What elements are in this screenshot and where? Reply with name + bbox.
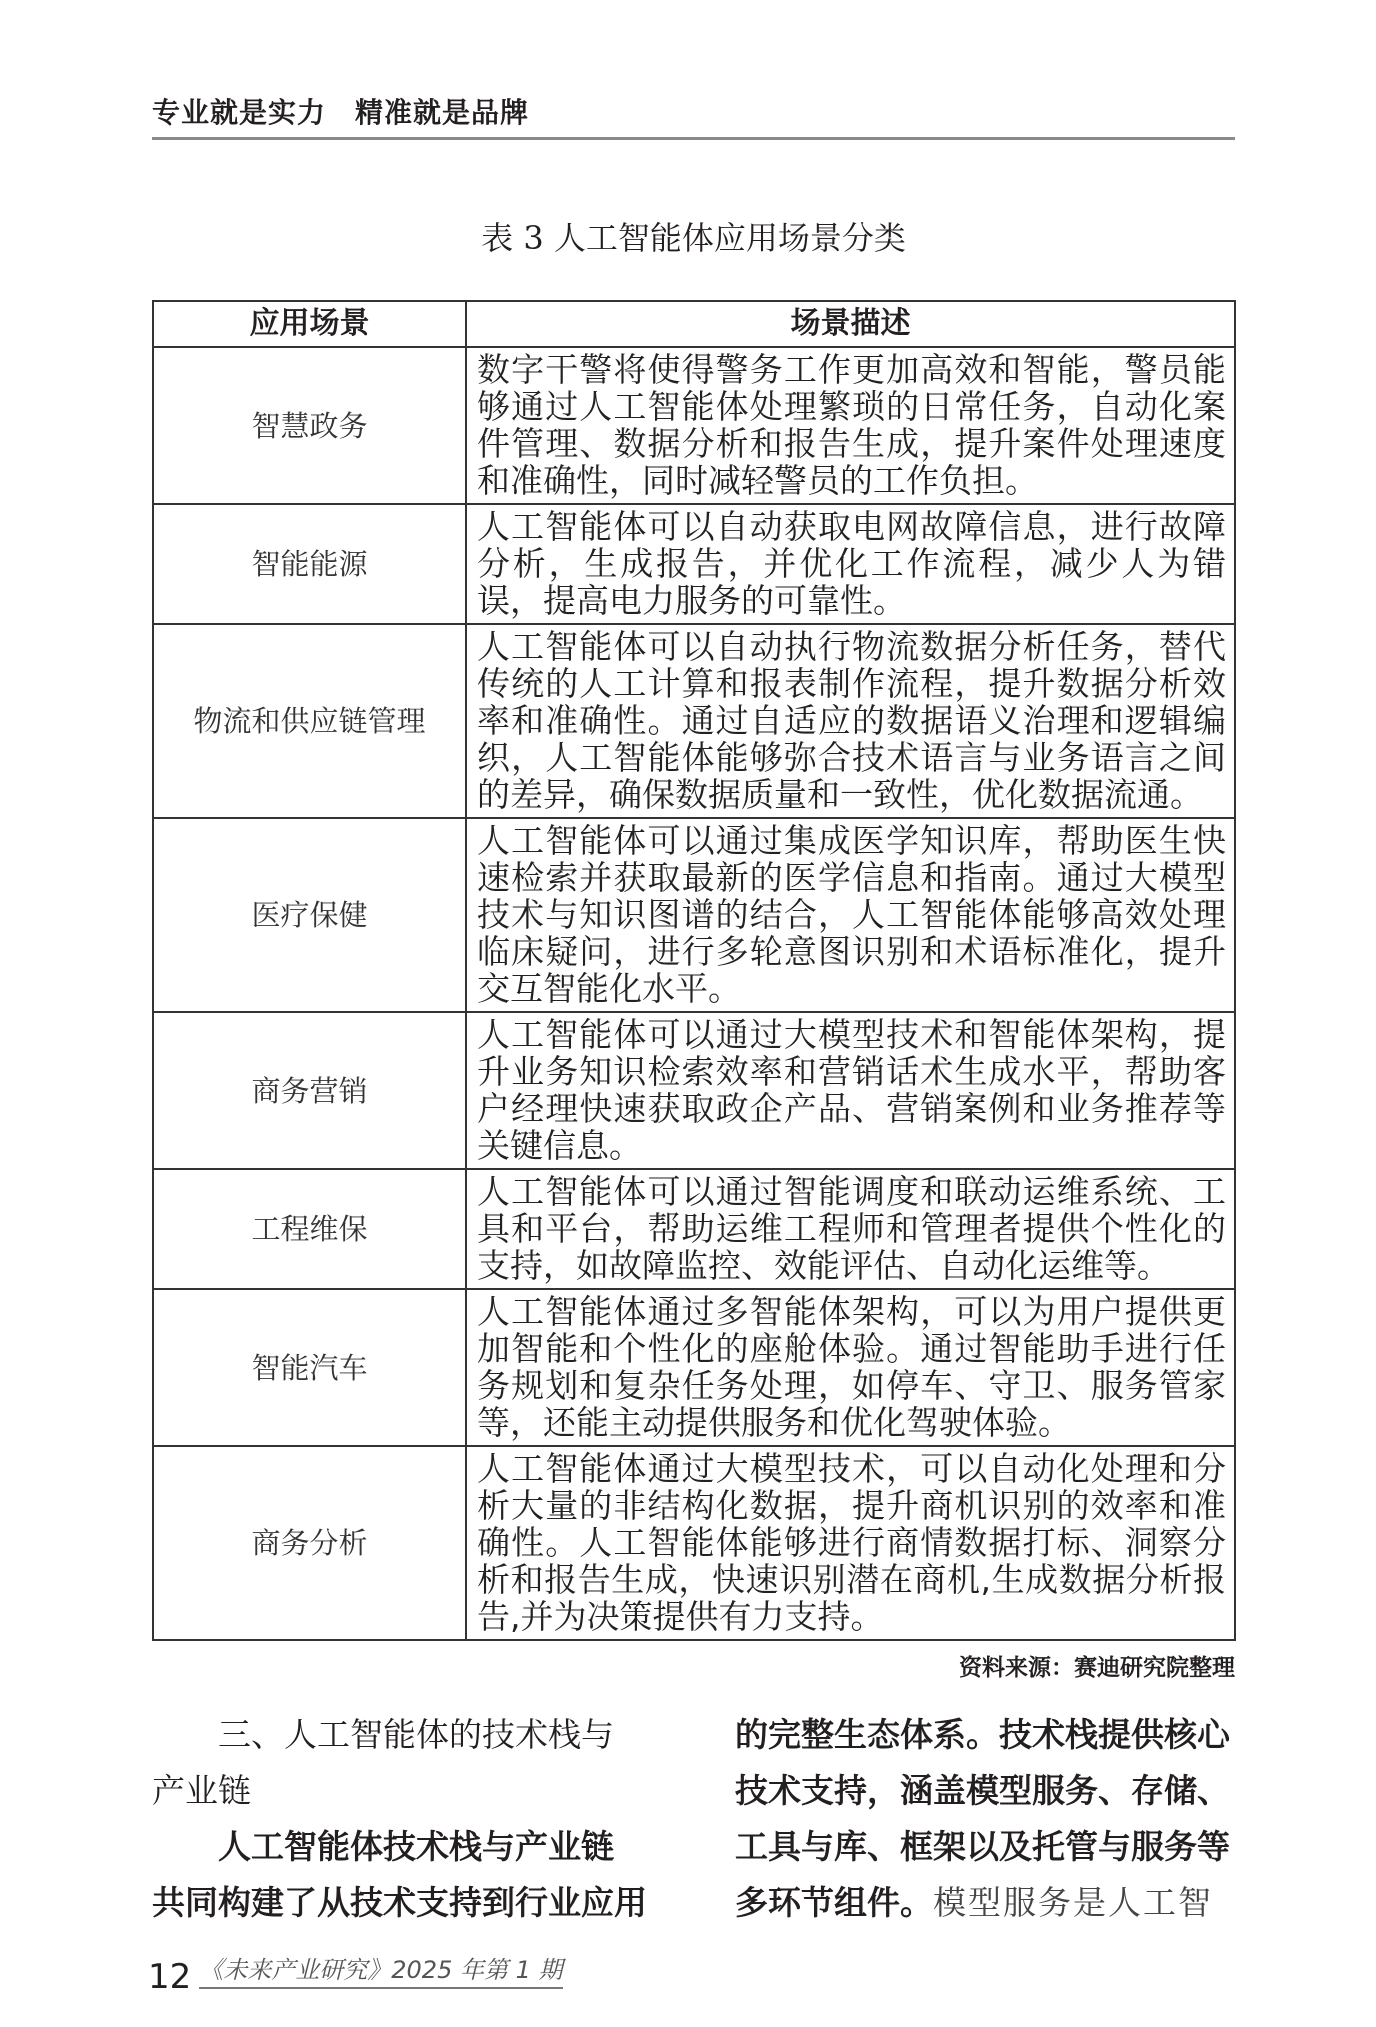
column-header: 场景描述 (466, 301, 1235, 347)
scene-name: 物流和供应链管理 (153, 624, 466, 818)
table-row (153, 1446, 1235, 1640)
scene-name: 智能能源 (153, 504, 466, 624)
scene-name: 工程维保 (153, 1169, 466, 1289)
body-column-right (735, 1707, 1235, 1931)
table-row (153, 624, 1235, 818)
header-divider (152, 137, 1235, 140)
scene-name: 商务营销 (153, 1012, 466, 1169)
scene-description: 人工智能体通过大模型技术，可以自动化处理和分析大量的非结构化数据，提升商机识别的效率和准确性。人工智能体能够进行商情数据打标、洞察分析和报告生成，快速识别潜在商机,生成数据分析报告,并为决策提供有力支持。 (466, 1446, 1235, 1640)
scene-description: 人工智能体可以通过集成医学知识库，帮助医生快速检索并获取最新的医学信息和指南。通过大模型技术与知识图谱的结合，人工智能体能够高效处理临床疑问，进行多轮意图识别和术语标准化，提升交互智能化水平。 (466, 818, 1235, 1012)
body-column-left (152, 1707, 652, 1931)
running-header: 专业就是实力 精准就是品牌 (152, 96, 530, 129)
paragraph-line: 工具与库、框架以及托管与服务等 (735, 1827, 1230, 1866)
scenario-table (152, 300, 1236, 1641)
paragraph-line: 共同构建了从技术支持到行业应用 (152, 1883, 647, 1922)
journal-title: 《未来产业研究》2025 年第 1 期 (199, 1955, 562, 1989)
paragraph-line (735, 1875, 1235, 1931)
paragraph-line: 人工智能体技术栈与产业链 (218, 1827, 614, 1866)
section-heading-line: 三、人工智能体的技术栈与 (218, 1715, 614, 1754)
table-caption: 表 3 人工智能体应用场景分类 (481, 219, 906, 257)
table-row (153, 1012, 1235, 1169)
page-number: 12 (148, 1957, 192, 1997)
scene-description: 人工智能体可以自动获取电网故障信息，进行故障分析，生成报告，并优化工作流程，减少人为错误，提高电力服务的可靠性。 (466, 504, 1235, 624)
table-source-note: 资料来源：赛迪研究院整理 (959, 1655, 1235, 1681)
table-row (153, 818, 1235, 1012)
scene-name: 智能汽车 (153, 1289, 466, 1446)
scene-description: 人工智能体可以自动执行物流数据分析任务，替代传统的人工计算和报表制作流程，提升数据分析效率和准确性。通过自适应的数据语义治理和逻辑编织，人工智能体能够弥合技术语言与业务语言之间的差异，确保数据质量和一致性，优化数据流通。 (466, 624, 1235, 818)
paragraph-bold-text: 多环节组件。 (735, 1883, 933, 1922)
table-row (153, 1289, 1235, 1446)
scene-description: 数字干警将使得警务工作更加高效和智能，警员能够通过人工智能体处理繁琐的日常任务，自动化案件管理、数据分析和报告生成，提升案件处理速度和准确性，同时减轻警员的工作负担。 (466, 347, 1235, 504)
scene-description: 人工智能体可以通过智能调度和联动运维系统、工具和平台，帮助运维工程师和管理者提供个性化的支持，如故障监控、效能评估、自动化运维等。 (466, 1169, 1235, 1289)
page-footer (148, 1955, 1235, 1997)
table-row (153, 1169, 1235, 1289)
paragraph-line: 的完整生态体系。技术栈提供核心 (735, 1715, 1230, 1754)
paragraph-line: 技术支持，涵盖模型服务、存储、 (735, 1771, 1230, 1810)
section-heading-line: 产业链 (152, 1771, 251, 1810)
scene-description: 人工智能体可以通过大模型技术和智能体架构，提升业务知识检索效率和营销话术生成水平，帮助客户经理快速获取政企产品、营销案例和业务推荐等关键信息。 (466, 1012, 1235, 1169)
paragraph-text: 模型服务是人工智 (933, 1883, 1213, 1922)
column-header: 应用场景 (153, 301, 466, 347)
scene-name: 医疗保健 (153, 818, 466, 1012)
body-columns (152, 1707, 1235, 1931)
table-row (153, 347, 1235, 504)
scene-name: 智慧政务 (153, 347, 466, 504)
scene-name: 商务分析 (153, 1446, 466, 1640)
scene-description: 人工智能体通过多智能体架构，可以为用户提供更加智能和个性化的座舱体验。通过智能助手进行任务规划和复杂任务处理，如停车、守卫、服务管家等，还能主动提供服务和优化驾驶体验。 (466, 1289, 1235, 1446)
table-row (153, 504, 1235, 624)
table-header-row (153, 301, 1235, 347)
